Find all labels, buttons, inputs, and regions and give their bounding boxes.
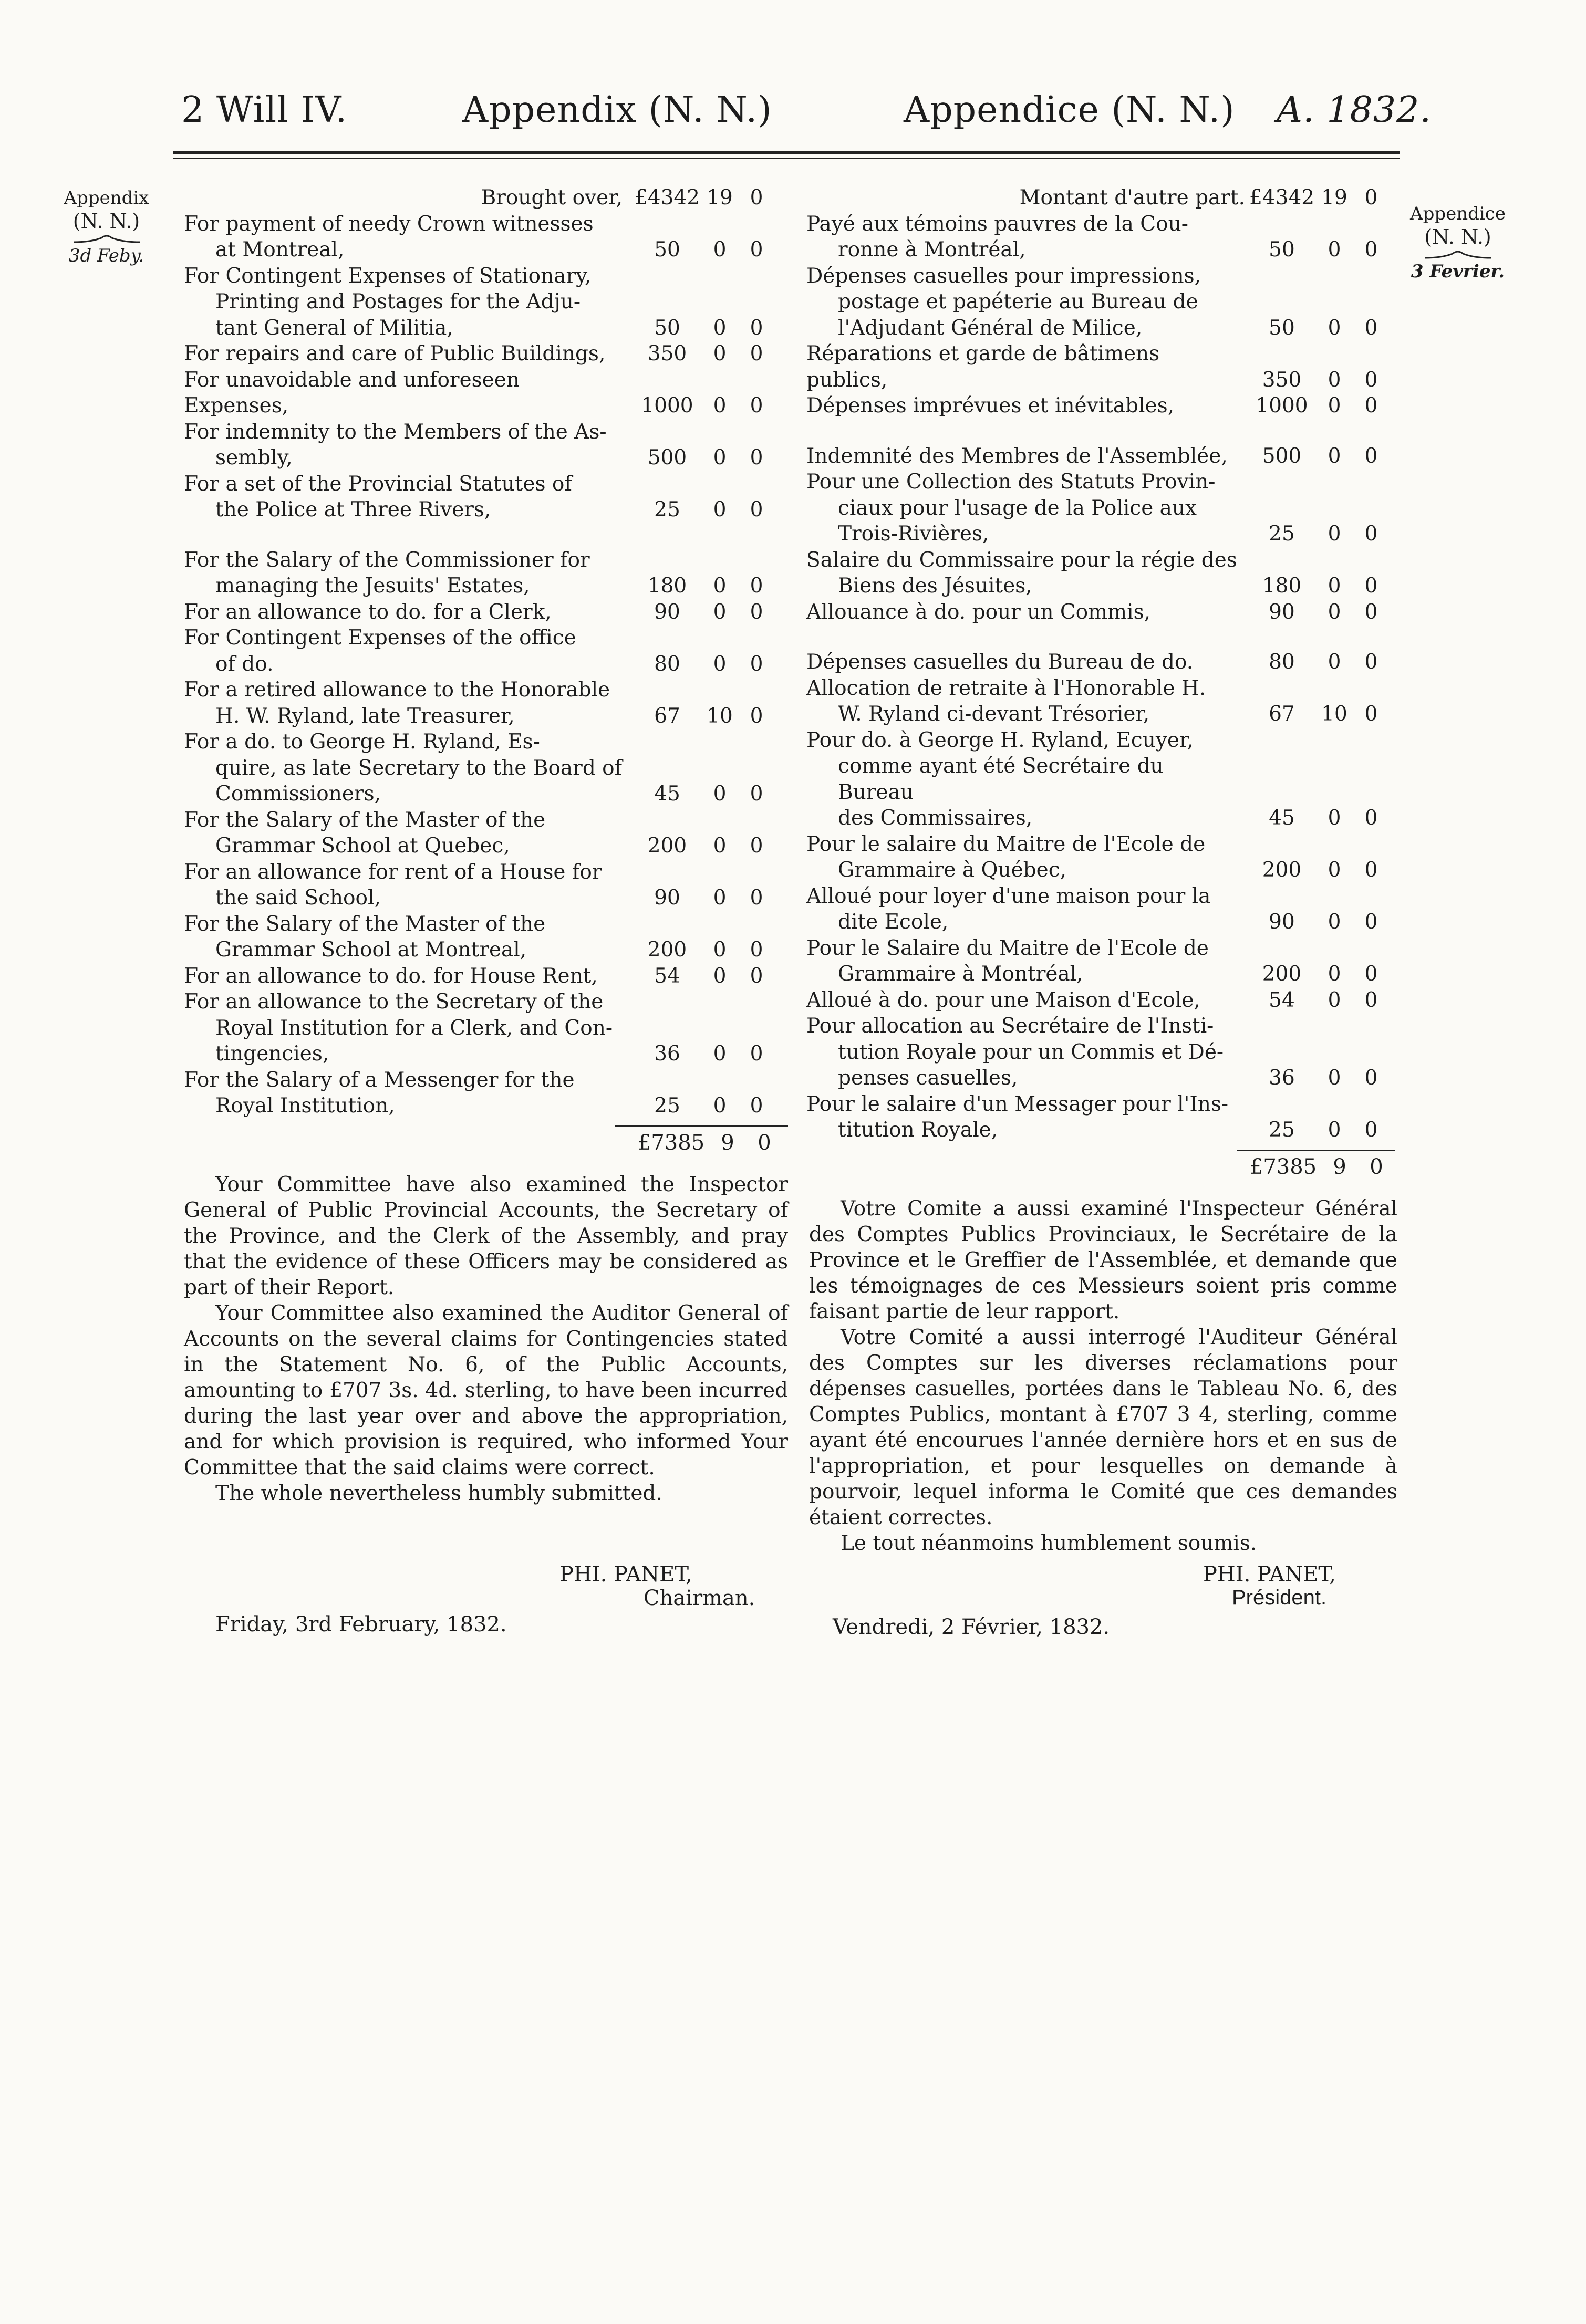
entry-description-line: postage et papéterie au Bureau de <box>838 290 1198 314</box>
amount-shillings: 0 <box>1328 988 1341 1012</box>
entry-description-line: the Police at Three Rivers, <box>215 498 491 522</box>
account-entry <box>806 649 1397 675</box>
entry-description-line: quire, as late Secretary to the Board of <box>215 756 623 780</box>
amount-pence: 0 <box>750 782 763 806</box>
amount-pence: 0 <box>750 886 763 910</box>
account-entry <box>184 911 791 963</box>
amount-shillings: 0 <box>713 446 727 470</box>
amount-shillings: 0 <box>713 238 727 262</box>
entry-description-line: Commissioners, <box>215 782 381 806</box>
amount-pence: 0 <box>1364 650 1378 674</box>
amount-shillings: 0 <box>713 1042 727 1066</box>
english-accounts-column <box>184 185 791 1119</box>
amount-pounds: 50 <box>1269 316 1295 340</box>
margin-note-right <box>1405 202 1510 283</box>
amount-shillings: 0 <box>713 782 727 806</box>
amount-pence: 0 <box>1364 316 1378 340</box>
entry-description-line: Grammaire à Montréal, <box>838 962 1083 986</box>
amount-shillings: 19 <box>707 186 733 210</box>
paragraph-auditor: Your Committee also examined the Auditor General of Accounts on the several claims for Contingencies stated in the Statement No. 6, of the Public Accounts, amounting to £707 3s. 4d. sterling, to have been incurred during the last year over and above the appropriation, and for which provision is required, who informed Your Committee that the said claims were correct. <box>184 1301 788 1479</box>
entry-description-line: For an allowance to do. for a Clerk, <box>184 600 552 624</box>
entry-description-line: penses casuelles, <box>838 1066 1018 1090</box>
entry-description-line: For the Salary of a Messenger for the <box>184 1068 575 1092</box>
entry-description-line: Grammar School at Montreal, <box>215 938 527 962</box>
entry-description-line: Pour do. à George H. Ryland, Ecuyer, <box>806 728 1194 752</box>
amount-pounds: 67 <box>654 704 680 728</box>
margin-appendix-label: Appendix <box>64 187 149 209</box>
entry-description-line: H. W. Ryland, late Treasurer, <box>215 704 515 728</box>
margin-date: 3 Fevrier. <box>1411 261 1505 282</box>
amount-pounds: 500 <box>647 446 687 470</box>
amount-pence: 0 <box>1364 444 1378 468</box>
amount-shillings: 0 <box>1328 858 1341 882</box>
account-entry <box>184 341 791 367</box>
entry-description-line: For Contingent Expenses of Stationary, <box>184 264 592 288</box>
amount-pounds: 1000 <box>641 394 693 418</box>
entry-description-line: Dépenses casuelles pour impressions, <box>806 264 1201 288</box>
account-entry <box>806 263 1397 341</box>
account-entry <box>184 547 791 599</box>
entry-description-line: Brought over, <box>481 186 623 210</box>
entry-description-line: comme ayant été Secrétaire du Bureau <box>838 754 1164 804</box>
amount-pence: 0 <box>1364 988 1378 1012</box>
amount-shillings: 0 <box>713 394 727 418</box>
entry-description-line: Indemnité des Membres de l'Assemblée, <box>806 444 1228 468</box>
amount-pence: 0 <box>750 1094 763 1118</box>
amount-pounds: 500 <box>1262 444 1302 468</box>
amount-pounds: 180 <box>1262 574 1302 598</box>
entry-description-line: For repairs and care of Public Buildings, <box>184 342 606 366</box>
amount-pounds: 90 <box>654 886 680 910</box>
account-entry <box>806 341 1397 393</box>
amount-pounds: 90 <box>654 600 680 624</box>
account-entry <box>184 729 791 807</box>
account-entry <box>184 677 791 729</box>
entry-description-line: For an allowance to the Secretary of the <box>184 990 604 1014</box>
total-pence: 0 <box>1370 1155 1383 1179</box>
amount-pounds: 54 <box>1269 988 1295 1012</box>
total-pence: 0 <box>758 1131 771 1155</box>
amount-pence: 0 <box>1364 806 1378 830</box>
entry-description-line: For the Salary of the Commissioner for <box>184 548 590 572</box>
account-entry <box>806 675 1397 727</box>
entry-description-line: at Montreal, <box>215 238 345 262</box>
entry-description-line: managing the Jesuits' Estates, <box>215 574 530 598</box>
amount-pence: 0 <box>750 342 763 366</box>
amount-pounds: 350 <box>647 342 687 366</box>
amount-pounds: 50 <box>654 316 680 340</box>
paragraph-witnesses: Your Committee have also examined the Inspector General of Public Provincial Accounts, the Secretary of the Province, and the Clerk of the Assembly, and pray that the evidence of these Officers may be considered as part of their Report. <box>184 1173 788 1299</box>
amount-pounds: 67 <box>1269 702 1295 726</box>
amount-pence: 0 <box>750 238 763 262</box>
entry-description-line: Pour le salaire du Maitre de l'Ecole de <box>806 832 1206 856</box>
amount-shillings: 0 <box>1328 962 1341 986</box>
amount-pence: 0 <box>1364 962 1378 986</box>
account-entry <box>184 419 791 471</box>
amount-shillings: 10 <box>707 704 733 728</box>
amount-shillings: 0 <box>713 964 727 988</box>
paragraph-submitted: Le tout néanmoins humblement soumis. <box>841 1531 1257 1555</box>
entry-description-line: Trois-Rivières, <box>838 522 989 546</box>
total-shillings: 9 <box>1333 1155 1346 1179</box>
account-entry <box>184 963 791 989</box>
entry-description-line: of do. <box>215 652 274 676</box>
total-pounds: £7385 <box>1249 1155 1317 1179</box>
amount-pounds: 180 <box>647 574 687 598</box>
entry-description-line: For the Salary of the Master of the <box>184 808 546 832</box>
entry-description-line: For a set of the Provincial Statutes of <box>184 472 572 496</box>
account-entry <box>806 987 1397 1014</box>
entry-description-line: Réparations et garde de bâtimens publics, <box>806 342 1160 392</box>
entry-description-line: W. Ryland ci-devant Trésorier, <box>838 702 1150 726</box>
amount-pounds: 50 <box>654 238 680 262</box>
paragraph-submitted: The whole nevertheless humbly submitted. <box>215 1482 662 1505</box>
amount-shillings: 0 <box>1328 368 1341 392</box>
amount-shillings: 0 <box>713 316 727 340</box>
amount-shillings: 0 <box>713 938 727 962</box>
entry-description-line: dite Ecole, <box>838 910 949 934</box>
amount-shillings: 0 <box>713 834 727 858</box>
amount-pence: 0 <box>750 498 763 522</box>
regnal-year: 2 Will IV. <box>181 89 348 131</box>
amount-pounds: £4342 <box>634 186 700 210</box>
account-entry <box>184 989 791 1067</box>
account-entry <box>184 807 791 859</box>
account-entry <box>806 393 1397 419</box>
entry-description-line: For a do. to George H. Ryland, Es- <box>184 730 540 754</box>
entry-description-line: Salaire du Commissaire pour la régie des <box>806 548 1237 572</box>
account-entry <box>806 443 1397 470</box>
amount-pence: 0 <box>1364 238 1378 262</box>
entry-description-line: For payment of needy Crown witnesses <box>184 212 594 236</box>
french-report-text <box>809 1196 1397 1556</box>
amount-pence: 0 <box>750 964 763 988</box>
english-date: Friday, 3rd February, 1832. <box>215 1612 507 1637</box>
entry-description-line: Pour une Collection des Statuts Provin- <box>806 470 1216 494</box>
amount-pounds: 1000 <box>1256 394 1308 418</box>
margin-appendice-label: Appendice <box>1410 203 1506 224</box>
account-entry <box>184 263 791 341</box>
amount-pounds: 200 <box>1262 962 1302 986</box>
account-entry <box>184 185 791 211</box>
entry-description-line: Alloué pour loyer d'une maison pour la <box>806 884 1211 908</box>
account-entry <box>184 599 791 626</box>
entry-description-line: Royal Institution, <box>215 1094 395 1118</box>
amount-pounds: £4342 <box>1249 186 1315 210</box>
amount-shillings: 0 <box>1328 238 1341 262</box>
entry-description-line: ronne à Montréal, <box>838 238 1026 262</box>
amount-pounds: 50 <box>1269 238 1295 262</box>
entry-description-line: Grammar School at Quebec, <box>215 834 510 858</box>
entry-description-line: For indemnity to the Members of the As- <box>184 420 607 444</box>
header-rule-thick <box>173 151 1400 154</box>
account-entry <box>184 625 791 677</box>
amount-pence: 0 <box>750 316 763 340</box>
amount-shillings: 10 <box>1321 702 1347 726</box>
amount-pence: 0 <box>750 186 763 210</box>
amount-pence: 0 <box>1364 368 1378 392</box>
entry-description-line: Royal Institution for a Clerk, and Con- <box>215 1016 613 1040</box>
entry-description-line: Biens des Jésuites, <box>838 574 1032 598</box>
entry-description-line: Pour le salaire d'un Messager pour l'Ins- <box>806 1092 1229 1116</box>
amount-pence: 0 <box>1364 1066 1378 1090</box>
entry-description-line: the said School, <box>215 886 381 910</box>
amount-pounds: 25 <box>654 498 680 522</box>
amount-shillings: 0 <box>1328 444 1341 468</box>
entry-description-line: For a retired allowance to the Honorable <box>184 678 610 702</box>
account-entry <box>806 185 1397 211</box>
account-entry <box>806 727 1397 831</box>
amount-pounds: 54 <box>654 964 680 988</box>
amount-shillings: 0 <box>713 1094 727 1118</box>
amount-shillings: 0 <box>713 886 727 910</box>
amount-pence: 0 <box>750 1042 763 1066</box>
account-entry <box>184 859 791 911</box>
account-entry <box>806 547 1397 599</box>
account-entry <box>806 599 1397 626</box>
amount-pounds: 200 <box>647 834 687 858</box>
entry-description-line: Alloué à do. pour une Maison d'Ecole, <box>806 988 1200 1012</box>
entry-description-line: For Contingent Expenses of the office <box>184 626 576 650</box>
entry-description-line: Allocation de retraite à l'Honorable H. <box>806 676 1206 700</box>
amount-shillings: 0 <box>1328 316 1341 340</box>
amount-shillings: 0 <box>1328 522 1341 546</box>
amount-pounds: 45 <box>1269 806 1295 830</box>
account-entry <box>806 1091 1397 1143</box>
entry-description-line: Dépenses casuelles du Bureau de do. <box>806 650 1194 674</box>
account-entry <box>806 831 1397 883</box>
entry-description-line: For an allowance for rent of a House for <box>184 860 602 884</box>
entry-description-line: Pour allocation au Secrétaire de l'Insti- <box>806 1014 1214 1038</box>
amount-pounds: 36 <box>654 1042 680 1066</box>
entry-description-line: Dépenses imprévues et inévitables, <box>806 394 1174 418</box>
total-rule <box>615 1125 788 1127</box>
entry-description-line: sembly, <box>215 446 293 470</box>
account-entry <box>806 1013 1397 1091</box>
amount-shillings: 0 <box>1328 650 1341 674</box>
account-entry <box>184 471 791 523</box>
amount-shillings: 0 <box>1328 1118 1341 1142</box>
total-shillings: 9 <box>721 1131 734 1155</box>
amount-shillings: 0 <box>713 574 727 598</box>
amount-pounds: 200 <box>1262 858 1302 882</box>
amount-pence: 0 <box>750 574 763 598</box>
amount-pence: 0 <box>1364 702 1378 726</box>
account-entry <box>806 469 1397 547</box>
brace-ornament <box>72 233 141 244</box>
amount-pence: 0 <box>1364 394 1378 418</box>
entry-description-line: l'Adjudant Général de Milice, <box>838 316 1143 340</box>
english-signature-name: PHI. PANET, <box>559 1562 692 1587</box>
entry-description-line: For unavoidable and unforeseen Expenses, <box>184 368 520 418</box>
french-date: Vendredi, 2 Février, 1832. <box>833 1615 1110 1639</box>
amount-shillings: 0 <box>1328 574 1341 598</box>
amount-shillings: 0 <box>1328 394 1341 418</box>
entry-description-line: For an allowance to do. for House Rent, <box>184 964 598 988</box>
account-entry <box>184 211 791 263</box>
amount-pence: 0 <box>750 446 763 470</box>
paragraph-witnesses: Votre Comite a aussi examiné l'Inspecteur Général des Comptes Publics Provinciaux, le Secrétaire de la Province et le Greffier de l'Assemblée, et demande que les témoignages de ces Messieurs soient pris comme faisant partie de leur rapport. <box>809 1197 1397 1323</box>
paragraph-auditor: Votre Comité a aussi interrogé l'Auditeur Général des Comptes sur les diverses réclamations pour dépenses casuelles, portées dans le Tableau No. 6, des Comptes Publics, montant à £707 3 4, sterling, comme ayant été encourues l'année dernière hors et en sus de l'appropriation, et pour lesquelles on demande à pourvoir, lequel informa le Comité que ces demandes étaient correctes. <box>809 1326 1397 1529</box>
amount-pounds: 90 <box>1269 600 1295 624</box>
entry-description-line: titution Royale, <box>838 1118 998 1142</box>
entry-description-line: Payé aux témoins pauvres de la Cou- <box>806 212 1188 236</box>
account-entry <box>184 1067 791 1119</box>
amount-pence: 0 <box>1364 1118 1378 1142</box>
entry-description-line: tution Royale pour un Commis et Dé- <box>838 1040 1224 1064</box>
amount-pounds: 25 <box>1269 522 1295 546</box>
account-entry <box>806 883 1397 935</box>
entry-description-line: Pour le Salaire du Maitre de l'Ecole de <box>806 936 1209 960</box>
amount-shillings: 0 <box>713 652 727 676</box>
amount-pounds: 80 <box>654 652 680 676</box>
amount-shillings: 0 <box>1328 806 1341 830</box>
amount-pounds: 80 <box>1269 650 1295 674</box>
amount-shillings: 19 <box>1321 186 1347 210</box>
amount-pence: 0 <box>1364 574 1378 598</box>
margin-note-left <box>60 186 152 267</box>
appendix-title-french: Appendice (N. N.) <box>904 89 1235 131</box>
english-signature-title: Chairman. <box>644 1586 755 1610</box>
amount-pounds: 25 <box>654 1094 680 1118</box>
account-entry <box>184 367 791 419</box>
amount-pence: 0 <box>750 600 763 624</box>
amount-shillings: 0 <box>713 498 727 522</box>
french-signature-name: PHI. PANET, <box>1203 1562 1336 1587</box>
amount-pence: 0 <box>1364 600 1378 624</box>
amount-pence: 0 <box>750 652 763 676</box>
amount-pounds: 350 <box>1262 368 1302 392</box>
account-entry <box>806 935 1397 987</box>
account-entry <box>806 211 1397 263</box>
amount-shillings: 0 <box>713 600 727 624</box>
amount-pence: 0 <box>750 704 763 728</box>
entry-description-line: tant General of Militia, <box>215 316 453 340</box>
amount-shillings: 0 <box>1328 600 1341 624</box>
french-signature-title: Président. <box>1232 1586 1327 1609</box>
total-pounds: £7385 <box>637 1131 705 1155</box>
french-accounts-column <box>806 185 1397 1143</box>
amount-shillings: 0 <box>1328 910 1341 934</box>
entry-description-line: Printing and Postages for the Adju- <box>215 290 581 314</box>
header-rule-thin <box>173 158 1400 159</box>
margin-date: 3d Feby. <box>68 245 144 266</box>
entry-description-line: Montant d'autre part. <box>1019 186 1245 210</box>
running-header <box>0 79 1586 142</box>
entry-description-line: Grammaire à Québec, <box>838 858 1066 882</box>
english-report-text <box>184 1172 788 1506</box>
entry-description-line: des Commissaires, <box>838 806 1033 830</box>
french-total <box>1245 1155 1395 1179</box>
amount-pounds: 90 <box>1269 910 1295 934</box>
entry-description-line: For the Salary of the Master of the <box>184 912 546 936</box>
amount-pence: 0 <box>750 394 763 418</box>
year-label: A. 1832. <box>1277 89 1432 131</box>
margin-appendix-number: (N. N.) <box>72 210 140 233</box>
amount-pence: 0 <box>1364 522 1378 546</box>
entry-description-line: tingencies, <box>215 1042 329 1066</box>
amount-pounds: 200 <box>647 938 687 962</box>
amount-shillings: 0 <box>713 342 727 366</box>
amount-pounds: 36 <box>1269 1066 1295 1090</box>
amount-pounds: 25 <box>1269 1118 1295 1142</box>
amount-pence: 0 <box>1364 186 1378 210</box>
total-rule <box>1237 1150 1395 1151</box>
entry-description-line: ciaux pour l'usage de la Police aux <box>838 496 1197 520</box>
brace-ornament <box>1424 248 1492 260</box>
english-total <box>633 1131 783 1155</box>
amount-shillings: 0 <box>1328 1066 1341 1090</box>
appendix-title-english: Appendix (N. N.) <box>462 89 772 131</box>
margin-appendice-number: (N. N.) <box>1424 225 1491 248</box>
entry-description-line: Allouance à do. pour un Commis, <box>806 600 1151 624</box>
amount-pounds: 45 <box>654 782 680 806</box>
amount-pence: 0 <box>1364 858 1378 882</box>
amount-pence: 0 <box>750 834 763 858</box>
amount-pence: 0 <box>750 938 763 962</box>
amount-pence: 0 <box>1364 910 1378 934</box>
